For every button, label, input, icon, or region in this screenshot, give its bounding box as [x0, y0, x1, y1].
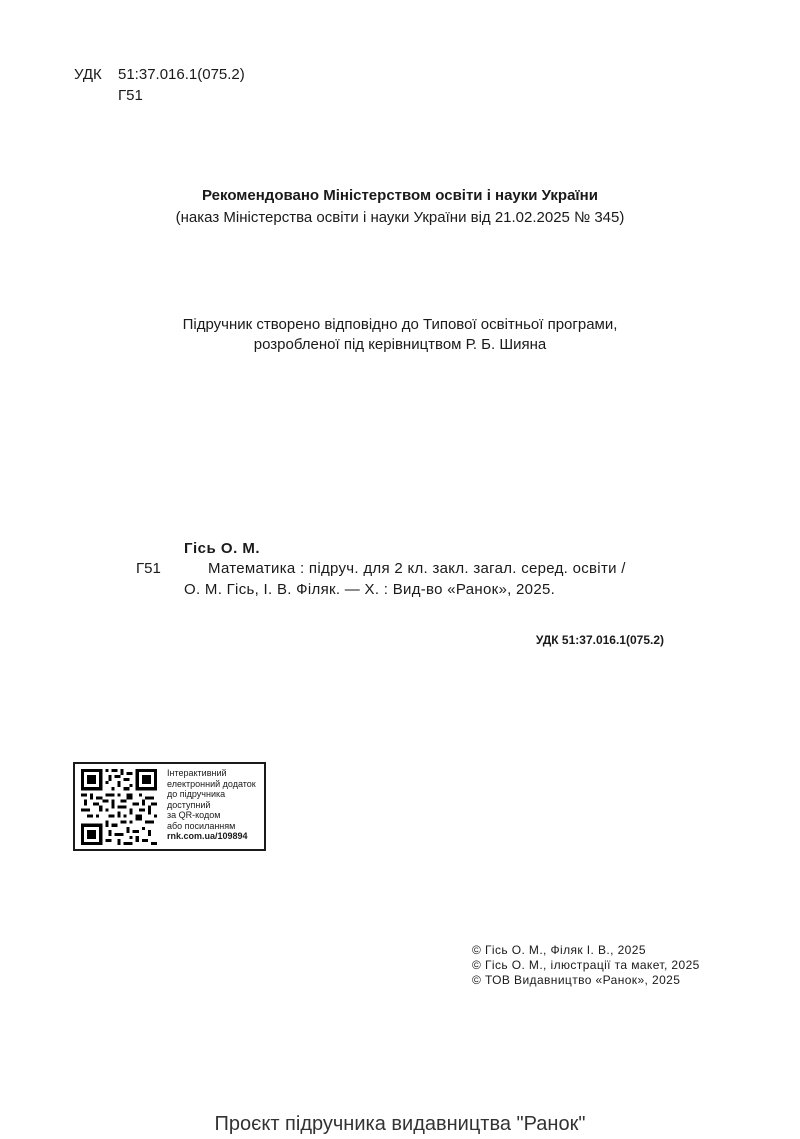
- footer-note: Проєкт підручника видавництва "Ранок": [214, 1113, 586, 1135]
- udk-code: 51:37.016.1(075.2): [118, 66, 245, 83]
- author-name: Гісь О. М.: [184, 540, 261, 557]
- qr-line: електронний додаток: [167, 778, 256, 789]
- qr-line: доступний: [167, 799, 211, 810]
- library-code: Г51: [118, 87, 143, 104]
- qr-line: або посиланням: [167, 820, 236, 831]
- program-line-2: розробленої під керівництвом Р. Б. Шияна: [253, 336, 547, 353]
- qr-block: [73, 762, 266, 851]
- bibliography-code: Г51: [136, 560, 161, 577]
- qr-line: за QR-кодом: [167, 810, 221, 820]
- recommendation-order: (наказ Міністерства освіти і науки України від 21.02.2025 № 345): [175, 209, 625, 226]
- udk-label: УДК: [74, 66, 102, 83]
- program-line-1: Підручник створено відповідно до Типової освітньої програми,: [182, 316, 618, 333]
- qr-code-icon[interactable]: [81, 769, 157, 845]
- copyright-line: © ТОВ Видавництво «Ранок», 2025: [472, 973, 681, 987]
- qr-line: до підручника: [167, 789, 226, 799]
- bibliography-line-1: Математика : підруч. для 2 кл. закл. загал. серед. освіти /: [208, 560, 626, 577]
- copyright-line: © Гісь О. М., ілюстрації та макет, 2025: [472, 958, 700, 972]
- copyright-line: © Гісь О. М., Філяк І. В., 2025: [472, 943, 646, 957]
- udk-header: [74, 64, 245, 106]
- qr-line: Інтерактивний: [167, 768, 227, 778]
- recommendation-title: Рекомендовано Міністерством освіти і науки України: [202, 187, 598, 204]
- copyright-block: [472, 943, 700, 988]
- bibliography-udk: УДК 51:37.016.1(075.2): [535, 633, 664, 647]
- qr-description: [167, 768, 256, 842]
- qr-link[interactable]: rnk.com.ua/109894: [167, 831, 248, 841]
- bibliography-line-2: О. М. Гісь, І. В. Філяк. — Х. : Вид-во «Ранок», 2025.: [184, 581, 556, 598]
